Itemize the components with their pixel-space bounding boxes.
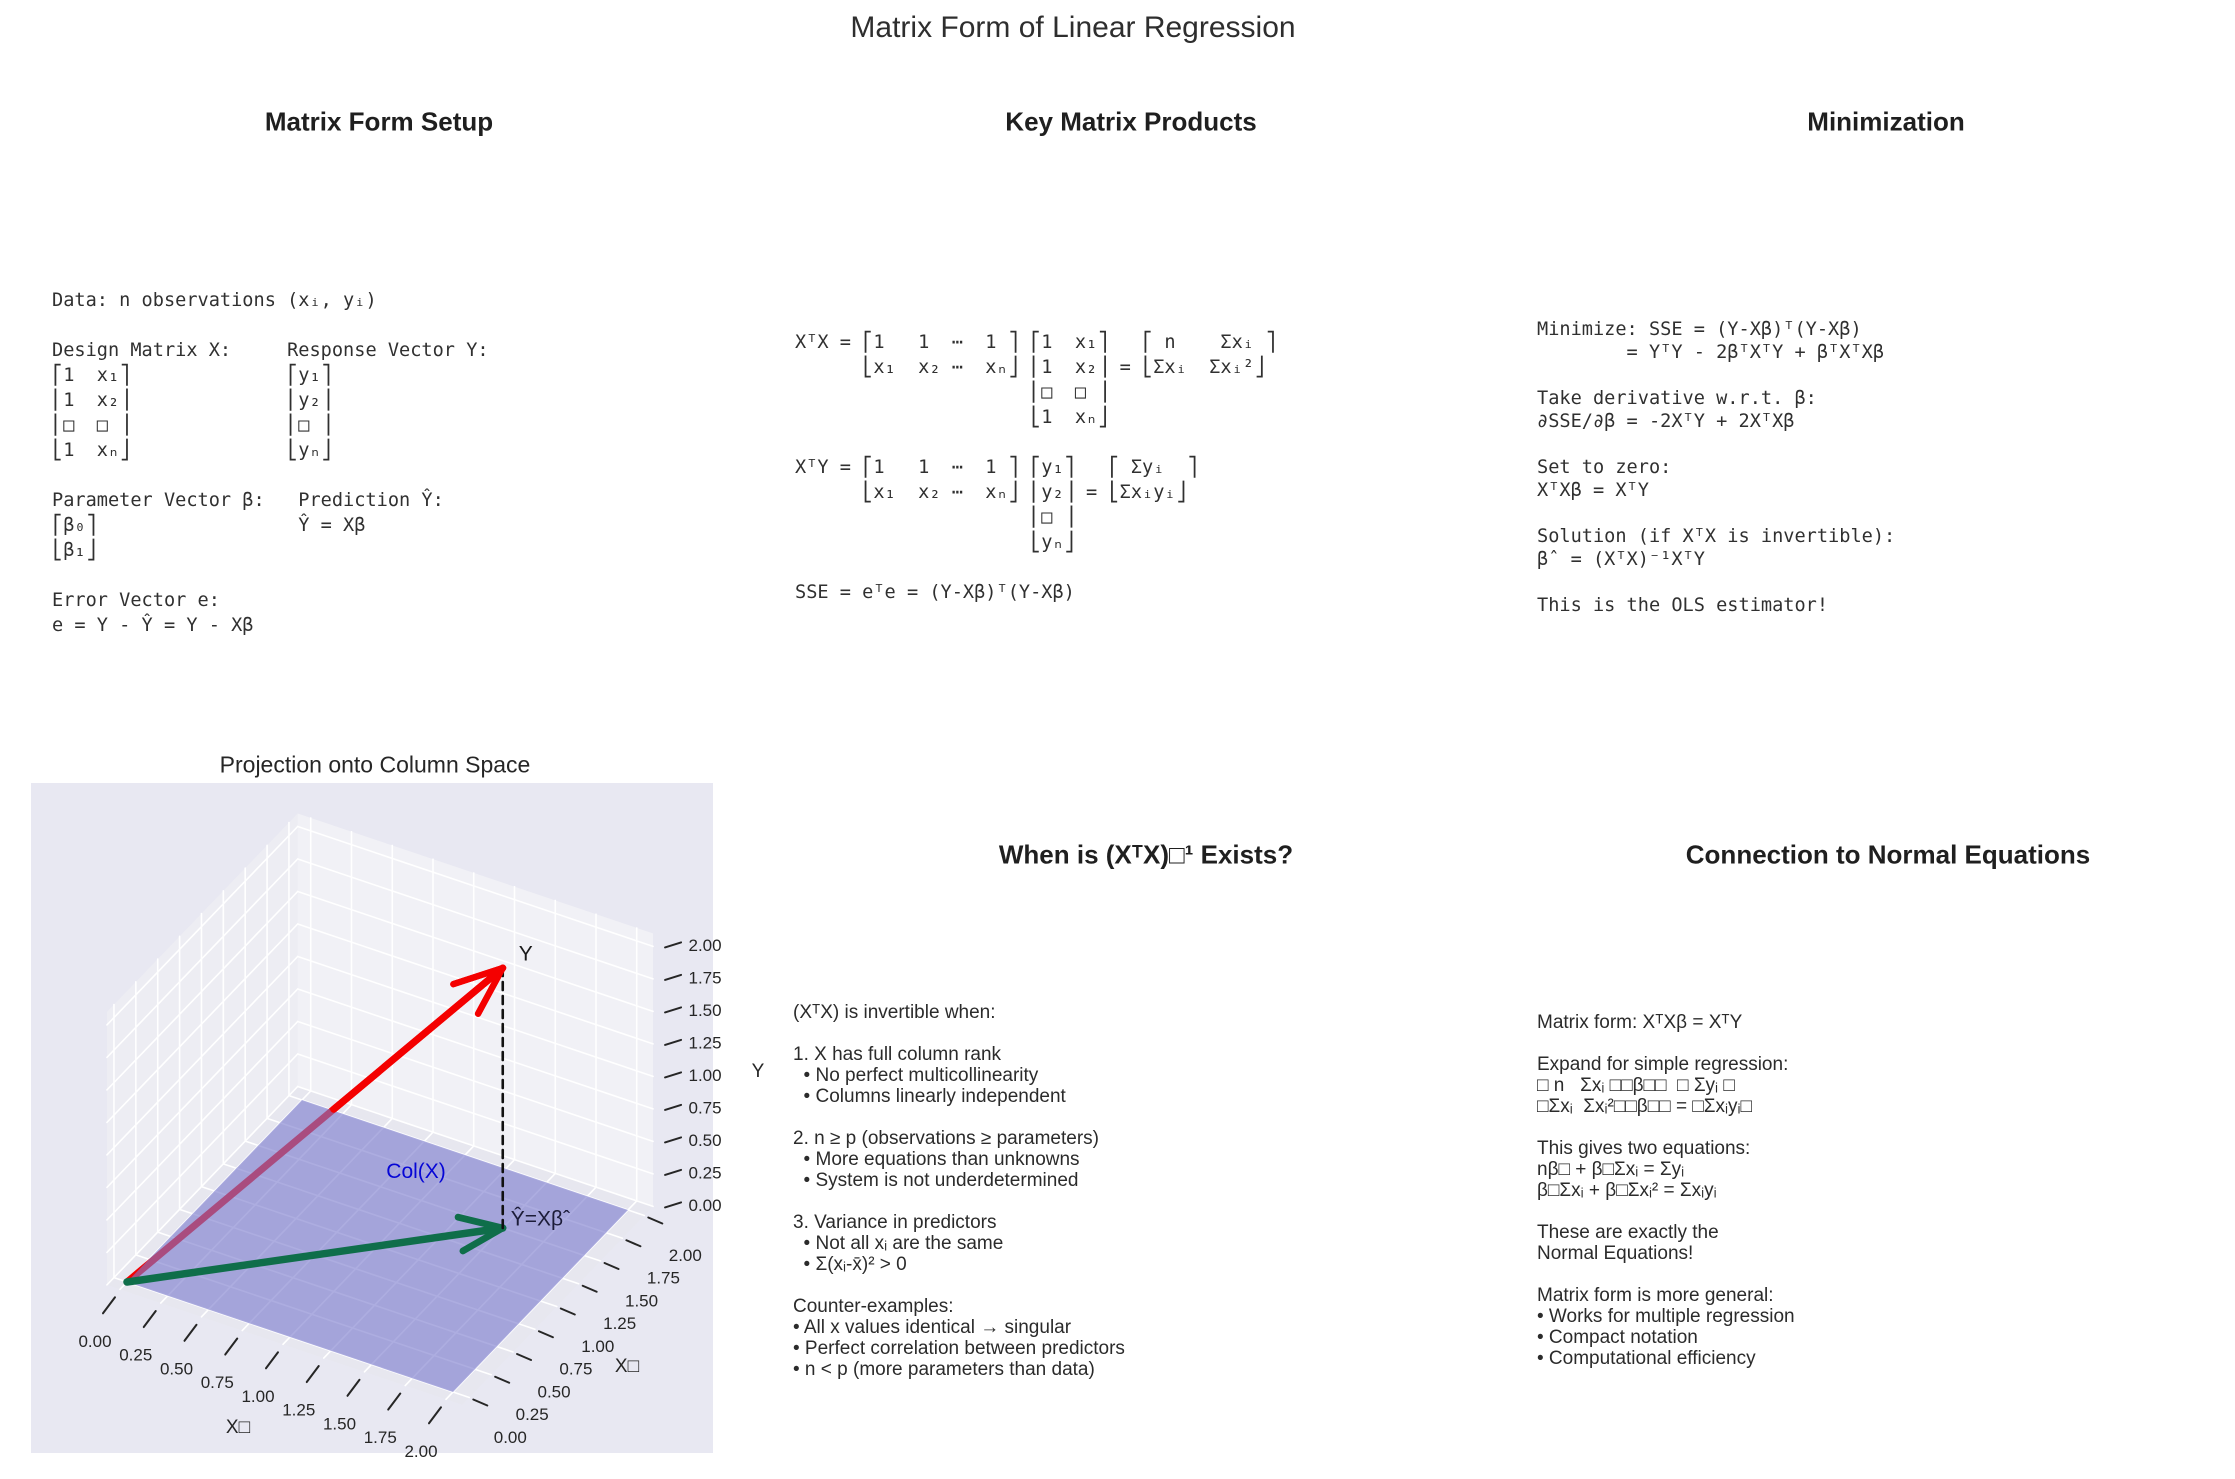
section-title-normal-equations: Connection to Normal Equations xyxy=(1685,839,2091,870)
x1-tick-label: 1.75 xyxy=(363,1428,397,1448)
x1-tick-label: 1.50 xyxy=(322,1414,357,1434)
x1-tick-label: 0.00 xyxy=(78,1331,112,1351)
x1-tick-label: 1.00 xyxy=(241,1386,275,1406)
text-line: • No perfect multicollinearity xyxy=(793,1065,1039,1086)
x2-tick-label: 1.75 xyxy=(646,1268,680,1288)
z-tick-label: 0.00 xyxy=(688,1195,722,1215)
text-line: β□Σxᵢ + β□Σxᵢ² = Σxᵢyᵢ xyxy=(1537,1180,1717,1201)
text-line: e = Y - Ŷ = Y - Xβ xyxy=(52,615,254,636)
section-title-invertibility: When is (XᵀX)□¹ Exists? xyxy=(998,839,1294,870)
text-line: ⎢□ □ ⎥ ⎢□ ⎥ xyxy=(52,415,332,436)
x1-tick-label: 0.25 xyxy=(119,1345,153,1365)
text-line: ⎡1 x₁⎤ ⎡y₁⎤ xyxy=(52,365,332,386)
text-line: • Compact notation xyxy=(1537,1327,1698,1348)
text-line: Minimize: SSE = (Y-Xβ)ᵀ(Y-Xβ) xyxy=(1537,319,1862,340)
z-tick-label: 0.75 xyxy=(688,1098,722,1118)
text-line: nβ□ + β□Σxᵢ = Σyᵢ xyxy=(1537,1159,1685,1180)
text-line: These are exactly the xyxy=(1537,1222,1719,1243)
z-axis-label: Y xyxy=(751,1061,765,1083)
text-line: Expand for simple regression: xyxy=(1537,1054,1789,1075)
text-line: Error Vector e: xyxy=(52,590,220,611)
text-line: (XᵀX) is invertible when: xyxy=(793,1002,996,1023)
text-line: • All x values identical → singular xyxy=(793,1317,1072,1338)
x2-tick-label: 1.00 xyxy=(581,1336,615,1356)
z-tick-label: 1.25 xyxy=(688,1033,722,1053)
text-line: ⎣1 xₙ⎦ xyxy=(795,407,1109,428)
plot-title: Projection onto Column Space xyxy=(219,751,531,778)
text-line: ⎣β₁⎦ xyxy=(52,540,97,561)
text-line: • Perfect correlation between predictors xyxy=(793,1338,1125,1359)
text-line: Counter-examples: xyxy=(793,1296,954,1317)
x2-tick-label: 2.00 xyxy=(668,1245,702,1265)
main-title: Matrix Form of Linear Regression xyxy=(850,11,1296,44)
text-line: Normal Equations! xyxy=(1537,1243,1694,1264)
text-line: • Not all xᵢ are the same xyxy=(793,1233,1004,1254)
text-line: ⎢□ ⎥ xyxy=(795,507,1075,528)
text-line: • Σ(xᵢ-x̄)² > 0 xyxy=(793,1254,907,1275)
section-title-key-matrix-products: Key Matrix Products xyxy=(1005,106,1257,137)
z-tick-label: 0.25 xyxy=(688,1163,722,1183)
x2-tick-label: 1.50 xyxy=(625,1291,659,1311)
text-line: XᵀY = ⎡1 1 ⋯ 1 ⎤ ⎡y₁⎤ ⎡ Σyᵢ ⎤ xyxy=(795,457,1198,478)
text-line: • System is not underdetermined xyxy=(793,1170,1079,1191)
z-tick-label: 1.00 xyxy=(688,1065,722,1085)
text-line: Matrix form: XᵀXβ = XᵀY xyxy=(1537,1012,1743,1033)
text-line: SSE = eᵀe = (Y-Xβ)ᵀ(Y-Xβ) xyxy=(795,582,1075,603)
z-tick-label: 0.50 xyxy=(688,1130,722,1150)
text-line: • Computational efficiency xyxy=(1537,1348,1756,1369)
text-line: Design Matrix X: Response Vector Y: xyxy=(52,340,489,361)
text-line: ⎢□ □ ⎥ xyxy=(795,382,1109,403)
text-line: ⎡β₀⎤ Ŷ = Xβ xyxy=(52,515,366,536)
section-title-minimization: Minimization xyxy=(1807,106,1965,137)
text-line: Set to zero: xyxy=(1537,457,1672,478)
text-line: □Σxᵢ Σxᵢ²□□β□□ = □Σxᵢyᵢ□ xyxy=(1537,1096,1752,1117)
text-line: 1. X has full column rank xyxy=(793,1044,1002,1065)
text-line: • More equations than unknowns xyxy=(793,1149,1080,1170)
text-line: □ n Σxᵢ □□β□□ □ Σyᵢ □ xyxy=(1537,1075,1735,1096)
text-line: This is the OLS estimator! xyxy=(1537,595,1829,616)
x2-tick-label: 0.00 xyxy=(493,1427,527,1447)
section-title-matrix-form-setup: Matrix Form Setup xyxy=(264,106,494,137)
text-line: XᵀXβ = XᵀY xyxy=(1537,480,1649,501)
text-line: • n < p (more parameters than data) xyxy=(793,1359,1095,1380)
text-line: • Works for multiple regression xyxy=(1537,1306,1795,1327)
x2-tick-label: 0.25 xyxy=(515,1405,549,1425)
text-line: Solution (if XᵀX is invertible): xyxy=(1537,526,1896,547)
x1-tick-label: 2.00 xyxy=(404,1441,438,1461)
x1-axis-label: X□ xyxy=(225,1417,251,1439)
x1-tick-label: 0.50 xyxy=(159,1359,194,1379)
z-tick-label: 1.50 xyxy=(688,1000,722,1020)
y-vector-label: Y xyxy=(518,942,533,966)
fitted-vector-label: Ŷ=Xβˆ xyxy=(510,1207,571,1231)
text-line: XᵀX = ⎡1 1 ⋯ 1 ⎤ ⎡1 x₁⎤ ⎡ n Σxᵢ ⎤ xyxy=(795,332,1277,353)
x2-axis-label: X□ xyxy=(614,1356,640,1378)
z-tick-label: 2.00 xyxy=(688,935,722,955)
text-line: ⎣1 xₙ⎦ ⎣yₙ⎦ xyxy=(52,440,332,461)
text-line: ⎣yₙ⎦ xyxy=(795,532,1075,553)
text-line: Take derivative w.r.t. β: xyxy=(1537,388,1817,409)
text-line: Data: n observations (xᵢ, yᵢ) xyxy=(52,290,377,311)
z-tick-label: 1.75 xyxy=(688,968,722,988)
text-line: Parameter Vector β: Prediction Ŷ: xyxy=(52,490,444,511)
x2-tick-label: 0.75 xyxy=(559,1359,593,1379)
text-line: 3. Variance in predictors xyxy=(793,1212,997,1233)
x1-tick-label: 1.25 xyxy=(282,1400,316,1420)
x2-tick-label: 0.50 xyxy=(537,1382,571,1402)
x1-tick-label: 0.75 xyxy=(200,1373,234,1393)
text-line: = YᵀY - 2βᵀXᵀY + βᵀXᵀXβ xyxy=(1537,342,1885,363)
text-line: ⎣x₁ x₂ ⋯ xₙ⎦ ⎢1 x₂⎥ = ⎣Σxᵢ Σxᵢ²⎦ xyxy=(795,357,1266,378)
column-space-label: Col(X) xyxy=(386,1159,446,1183)
text-line: • Columns linearly independent xyxy=(793,1086,1066,1107)
text-line: Matrix form is more general: xyxy=(1537,1285,1774,1306)
text-line: ⎢1 x₂⎥ ⎢y₂⎥ xyxy=(52,390,332,411)
text-line: βˆ = (XᵀX)⁻¹XᵀY xyxy=(1537,549,1705,570)
text-line: ⎣x₁ x₂ ⋯ xₙ⎦ ⎢y₂⎥ = ⎣Σxᵢyᵢ⎦ xyxy=(795,482,1187,503)
x2-tick-label: 1.25 xyxy=(603,1314,637,1334)
text-line: ∂SSE/∂β = -2XᵀY + 2XᵀXβ xyxy=(1537,411,1795,432)
text-line: 2. n ≥ p (observations ≥ parameters) xyxy=(793,1128,1099,1149)
text-line: This gives two equations: xyxy=(1537,1138,1751,1159)
